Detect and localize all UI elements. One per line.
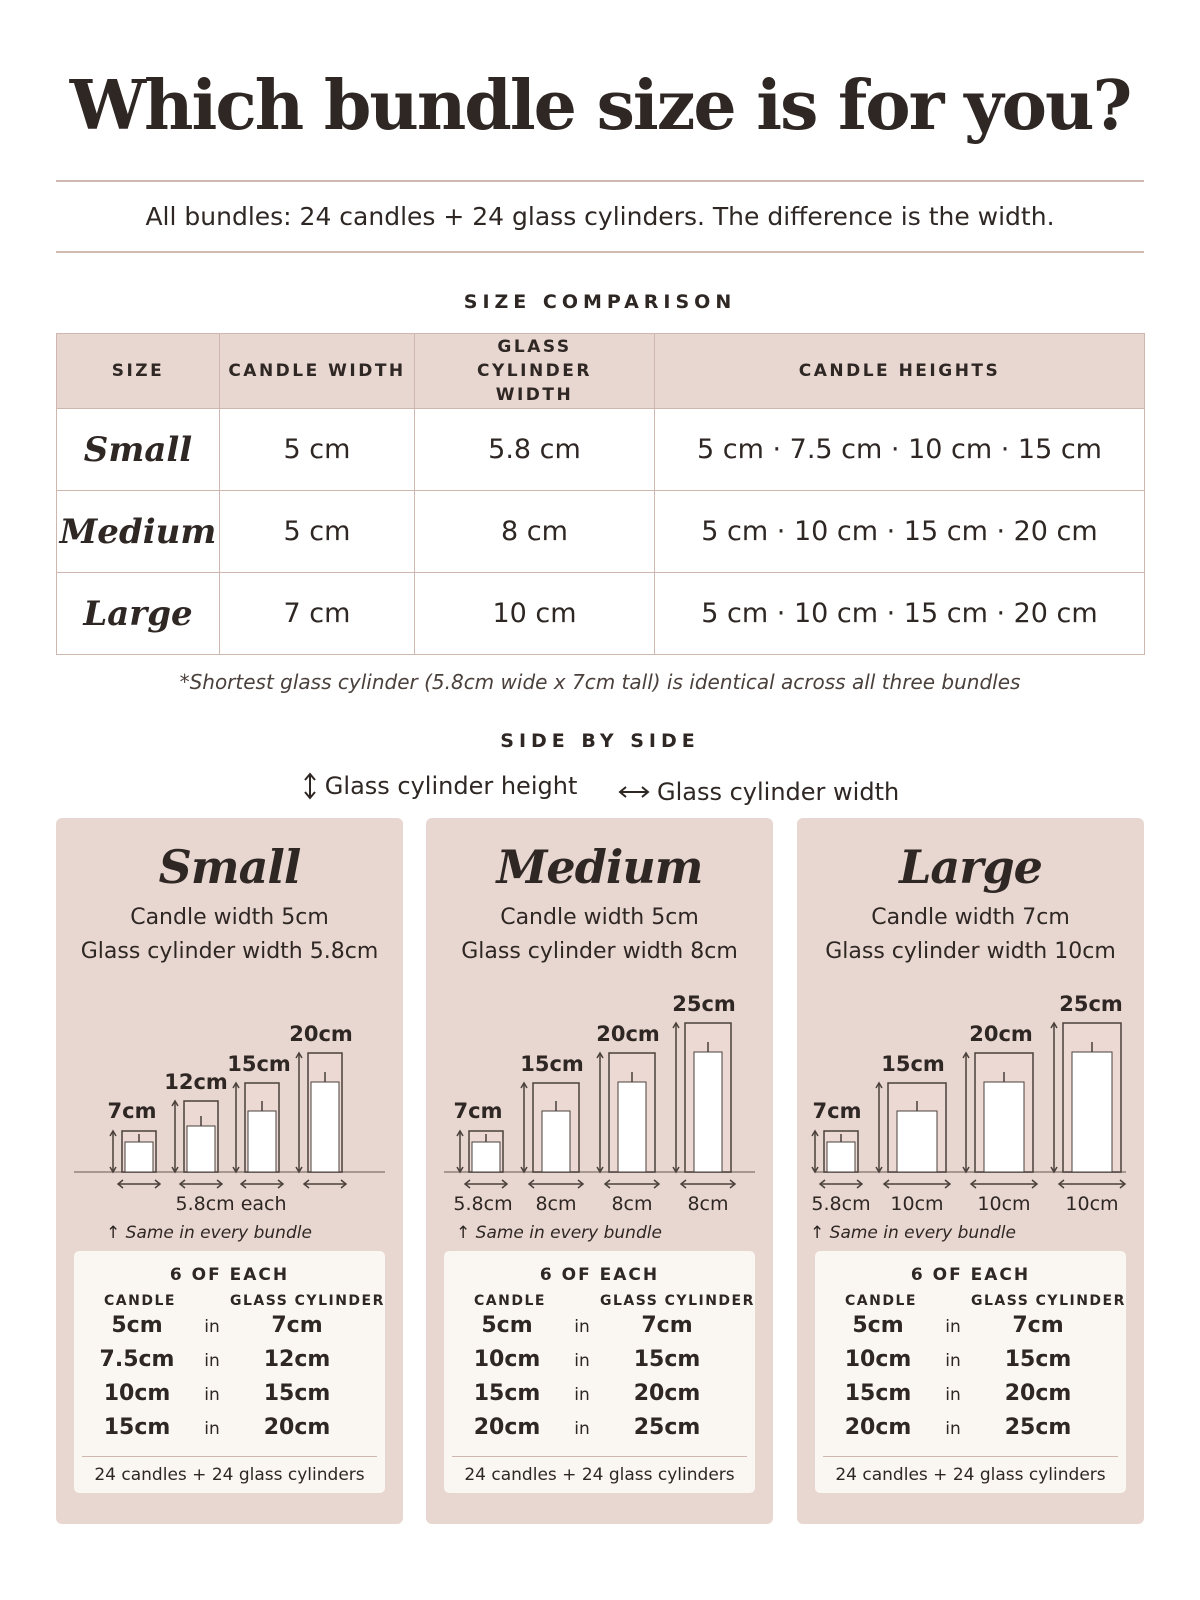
glass-size: 7cm [641, 1313, 693, 1338]
table-footnote: *Shortest glass cylinder (5.8cm wide x 7cm tall) is identical across all three bundles [179, 670, 1021, 694]
cylinder-diagram [56, 818, 403, 1238]
list-item [815, 1313, 1126, 1343]
list-item [444, 1347, 755, 1377]
in-label: in [204, 1419, 220, 1439]
glass-size: 7cm [1012, 1313, 1064, 1338]
card-title: Medium [496, 840, 703, 894]
page-title: Which bundle size is for you? [69, 66, 1131, 146]
in-label: in [945, 1385, 961, 1405]
size-comparison-heading: SIZE COMPARISON [463, 291, 737, 313]
candle-heights-cell: 5 cm · 7.5 cm · 10 cm · 15 cm [655, 409, 1145, 491]
list-item [74, 1415, 385, 1445]
bundle-contents-box [815, 1251, 1126, 1493]
glass-width-cell: 10 cm [415, 573, 655, 655]
glass-column-label: GLASS CYLINDER [971, 1293, 1126, 1309]
width-label: 10cm [890, 1193, 944, 1215]
candle-heights-cell: 5 cm · 10 cm · 15 cm · 20 cm [655, 491, 1145, 573]
in-label: in [574, 1385, 590, 1405]
in-label: in [574, 1419, 590, 1439]
in-label: in [204, 1317, 220, 1337]
width-label: 5.8cm [453, 1193, 513, 1215]
subtitle-divider [56, 251, 1144, 253]
column-header-candle-heights: CANDLE HEIGHTS [655, 334, 1145, 409]
candle-width-cell: 5 cm [220, 409, 415, 491]
width-label: 8cm [611, 1193, 653, 1215]
glass-size: 20cm [263, 1415, 331, 1440]
candle-size: 10cm [103, 1381, 171, 1406]
candle-size: 5cm [481, 1313, 533, 1338]
box-heading: 6 OF EACH [539, 1265, 660, 1285]
card-candle-width: Candle width 7cm [871, 905, 1070, 930]
bundle-total: 24 candles + 24 glass cylinders [464, 1465, 735, 1485]
cylinder-height-label: 7cm [453, 1099, 503, 1123]
bundle-card-large [797, 818, 1144, 1524]
candle-size: 7.5cm [99, 1347, 175, 1372]
cylinder-25cm [1051, 1023, 1125, 1188]
cylinder-20cm [963, 1053, 1037, 1188]
width-label: 8cm [535, 1193, 577, 1215]
width-label: 10cm [1065, 1193, 1119, 1215]
table-row [57, 491, 1145, 573]
candle-width-cell: 5 cm [220, 491, 415, 573]
glass-column-label: GLASS CYLINDER [600, 1293, 755, 1309]
glass-size: 15cm [1004, 1347, 1072, 1372]
divider [452, 1456, 747, 1457]
same-in-every-bundle-note: ↑ Same in every bundle [456, 1223, 662, 1243]
in-label: in [945, 1317, 961, 1337]
candle-size: 5cm [111, 1313, 163, 1338]
card-candle-width: Candle width 5cm [500, 905, 699, 930]
same-in-every-bundle-note: ↑ Same in every bundle [106, 1223, 312, 1243]
column-header-size: SIZE [57, 334, 220, 409]
top-divider [56, 180, 1144, 182]
divider [823, 1456, 1118, 1457]
cylinder-25cm [673, 1023, 735, 1188]
candle-size: 20cm [844, 1415, 912, 1440]
cylinder-height-label: 25cm [672, 992, 736, 1016]
cylinder-diagram [797, 818, 1144, 1238]
width-label: 5.8cm [811, 1193, 871, 1215]
candle-size: 20cm [473, 1415, 541, 1440]
candle-size: 10cm [473, 1347, 541, 1372]
cylinder-height-label: 15cm [227, 1052, 291, 1076]
card-title: Large [899, 840, 1042, 894]
card-candle-width: Candle width 5cm [130, 905, 329, 930]
legend-width [617, 778, 899, 806]
horizontal-double-arrow-icon [617, 783, 651, 801]
column-header-glass-width: GLASS CYLINDER WIDTH [415, 334, 655, 409]
in-label: in [574, 1317, 590, 1337]
glass-column-label: GLASS CYLINDER [230, 1293, 385, 1309]
row-size-label: Large [57, 573, 220, 655]
cylinder-7cm [110, 1131, 160, 1188]
glass-size: 25cm [633, 1415, 701, 1440]
list-item [74, 1313, 385, 1343]
legend-height [301, 771, 578, 801]
candle-size: 15cm [844, 1381, 912, 1406]
subtitle: All bundles: 24 candles + 24 glass cylinders. The difference is the width. [145, 202, 1055, 231]
legend-height-label: Glass cylinder height [324, 772, 578, 800]
candle-size: 15cm [103, 1415, 171, 1440]
table-row [57, 409, 1145, 491]
bundle-contents-box [74, 1251, 385, 1493]
candle-size: 5cm [852, 1313, 904, 1338]
cylinder-7cm [812, 1131, 862, 1188]
glass-size: 20cm [633, 1381, 701, 1406]
glass-size: 7cm [271, 1313, 323, 1338]
column-header-candle-width: CANDLE WIDTH [220, 334, 415, 409]
candle-column-label: CANDLE [474, 1293, 546, 1309]
width-label: 10cm [977, 1193, 1031, 1215]
bundle-card-medium [426, 818, 773, 1524]
in-label: in [204, 1385, 220, 1405]
diagram-legend [0, 771, 1200, 807]
glass-size: 25cm [1004, 1415, 1072, 1440]
card-glass-width: Glass cylinder width 10cm [825, 939, 1116, 964]
row-size-label: Small [57, 409, 220, 491]
cylinder-height-label: 7cm [107, 1099, 157, 1123]
in-label: in [945, 1419, 961, 1439]
candle-width-cell: 7 cm [220, 573, 415, 655]
bundle-card-small [56, 818, 403, 1524]
bundle-total: 24 candles + 24 glass cylinders [835, 1465, 1106, 1485]
cylinder-height-label: 20cm [596, 1022, 660, 1046]
candle-heights-cell: 5 cm · 10 cm · 15 cm · 20 cm [655, 573, 1145, 655]
list-item [815, 1347, 1126, 1377]
size-comparison-table [56, 333, 1145, 655]
in-label: in [574, 1351, 590, 1371]
list-item [815, 1415, 1126, 1445]
cylinder-height-label: 20cm [969, 1022, 1033, 1046]
vertical-double-arrow-icon [301, 771, 319, 801]
side-by-side-heading: SIDE BY SIDE [500, 730, 700, 752]
cylinder-height-label: 12cm [164, 1070, 228, 1094]
card-title: Small [158, 840, 301, 894]
cylinder-height-label: 15cm [520, 1052, 584, 1076]
in-label: in [945, 1351, 961, 1371]
table-header-row [57, 334, 1145, 409]
same-in-every-bundle-note: ↑ Same in every bundle [810, 1223, 1016, 1243]
list-item [74, 1381, 385, 1411]
divider [82, 1456, 377, 1457]
cylinder-7cm [457, 1131, 507, 1188]
legend-width-label: Glass cylinder width [657, 778, 900, 806]
candle-size: 10cm [844, 1347, 912, 1372]
box-heading: 6 OF EACH [169, 1265, 290, 1285]
cylinder-height-label: 25cm [1059, 992, 1123, 1016]
cylinder-20cm [597, 1053, 659, 1188]
glass-width-cell: 8 cm [415, 491, 655, 573]
glass-size: 15cm [633, 1347, 701, 1372]
list-item [444, 1415, 755, 1445]
glass-size: 12cm [263, 1347, 331, 1372]
cylinder-height-label: 15cm [881, 1052, 945, 1076]
width-caption: 5.8cm each [175, 1193, 287, 1215]
in-label: in [204, 1351, 220, 1371]
cylinder-height-label: 20cm [289, 1022, 353, 1046]
candle-size: 15cm [473, 1381, 541, 1406]
row-size-label: Medium [57, 491, 220, 573]
table-row [57, 573, 1145, 655]
list-item [444, 1313, 755, 1343]
list-item [74, 1347, 385, 1377]
glass-width-cell: 5.8 cm [415, 409, 655, 491]
bundle-contents-box [444, 1251, 755, 1493]
cylinder-20cm [296, 1053, 346, 1188]
card-glass-width: Glass cylinder width 8cm [461, 939, 738, 964]
cylinder-12cm [172, 1101, 222, 1188]
box-heading: 6 OF EACH [910, 1265, 1031, 1285]
card-glass-width: Glass cylinder width 5.8cm [80, 939, 379, 964]
cylinder-diagram [426, 818, 773, 1238]
candle-column-label: CANDLE [104, 1293, 176, 1309]
glass-size: 20cm [1004, 1381, 1072, 1406]
cylinder-height-label: 7cm [812, 1099, 862, 1123]
width-label: 8cm [687, 1193, 729, 1215]
candle-column-label: CANDLE [845, 1293, 917, 1309]
list-item [815, 1381, 1126, 1411]
bundle-total: 24 candles + 24 glass cylinders [94, 1465, 365, 1485]
list-item [444, 1381, 755, 1411]
glass-size: 15cm [263, 1381, 331, 1406]
